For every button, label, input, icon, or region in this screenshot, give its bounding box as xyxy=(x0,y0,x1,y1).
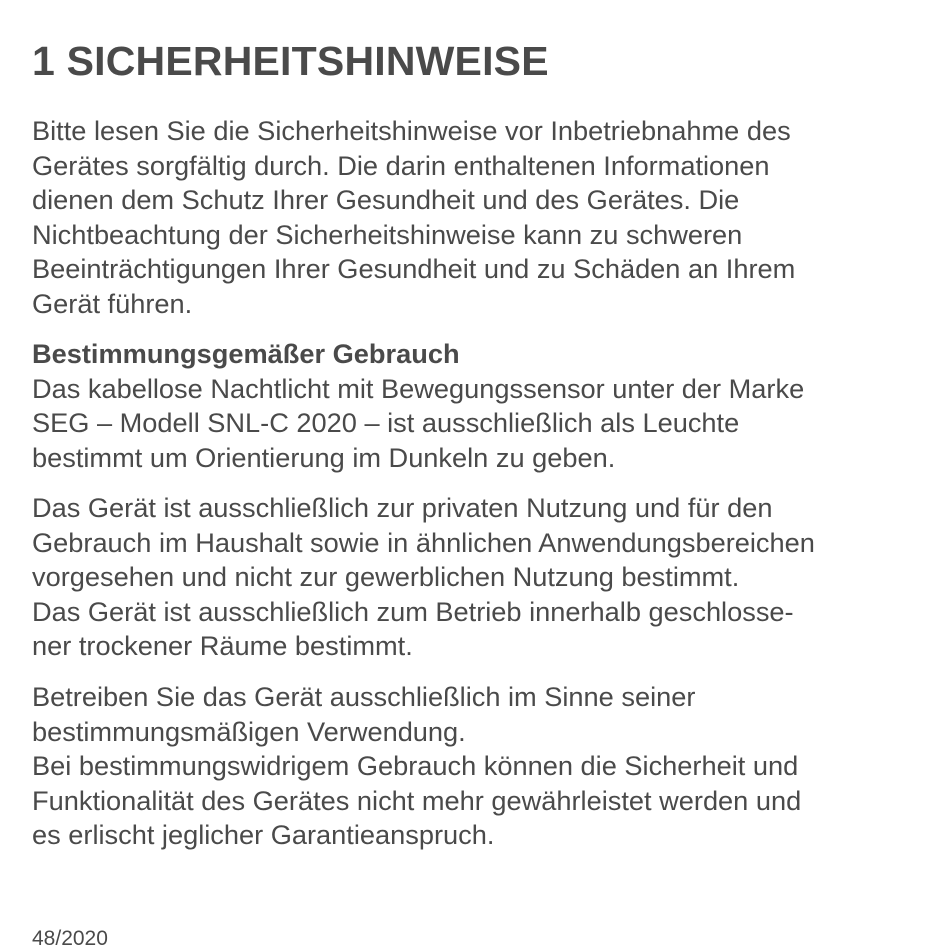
text-line: bestimmt um Orientierung im Dunkeln zu geben. xyxy=(32,441,616,473)
text-line: Funktionalität des Gerätes nicht mehr gewährleistet werden und xyxy=(32,784,802,816)
text-line: ner trockener Räume bestimmt. xyxy=(32,630,413,661)
operation-paragraph xyxy=(32,680,801,853)
text-line: Nichtbeachtung der Sicherheitshinweise kann zu schweren xyxy=(32,218,743,250)
intended-use-heading: Bestimmungsgemäßer Gebrauch xyxy=(32,338,460,369)
text-line: es erlischt jeglicher Garantieanspruch. xyxy=(32,819,495,850)
text-line: Gerät führen. xyxy=(32,287,193,319)
text-line: bestimmungsmäßigen Verwendung. xyxy=(32,715,466,747)
section-title: 1 SICHERHEITSHINWEISE xyxy=(32,38,549,84)
text-line: Das Gerät ist ausschließlich zum Betrieb innerhalb geschlosse- xyxy=(32,595,794,627)
text-line: Beeinträchtigungen Ihrer Gesundheit und zu Schäden an Ihrem xyxy=(32,253,796,284)
text-line: Bitte lesen Sie die Sicherheitshinweise vor Inbetriebnahme des xyxy=(32,115,791,146)
text-line: Das kabellose Nachtlicht mit Bewegungssensor unter der Marke xyxy=(32,372,805,404)
usage-scope-paragraph xyxy=(32,491,815,664)
intended-use-paragraph xyxy=(32,337,804,475)
text-line: Betreiben Sie das Gerät ausschließlich im Sinne seiner xyxy=(32,681,696,712)
document-page xyxy=(32,0,932,951)
text-line: Gebrauch im Haushalt sowie in ähnlichen Anwendungsbereichen xyxy=(32,526,815,558)
document-code: 48/2020 xyxy=(32,927,108,950)
text-line: Bei bestimmungswidrigem Gebrauch können die Sicherheit und xyxy=(32,750,799,781)
text-line: SEG – Modell SNL-C 2020 – ist ausschließlich als Leuchte xyxy=(32,407,740,438)
text-line: Das Gerät ist ausschließlich zur privaten Nutzung und für den xyxy=(32,492,773,523)
text-line: vorgesehen und nicht zur gewerblichen Nutzung bestimmt. xyxy=(32,561,740,592)
text-line: dienen dem Schutz Ihrer Gesundheit und des Gerätes. Die xyxy=(32,184,740,215)
text-line: Gerätes sorgfältig durch. Die darin enthaltenen Informationen xyxy=(32,149,770,181)
intro-paragraph xyxy=(32,114,795,321)
